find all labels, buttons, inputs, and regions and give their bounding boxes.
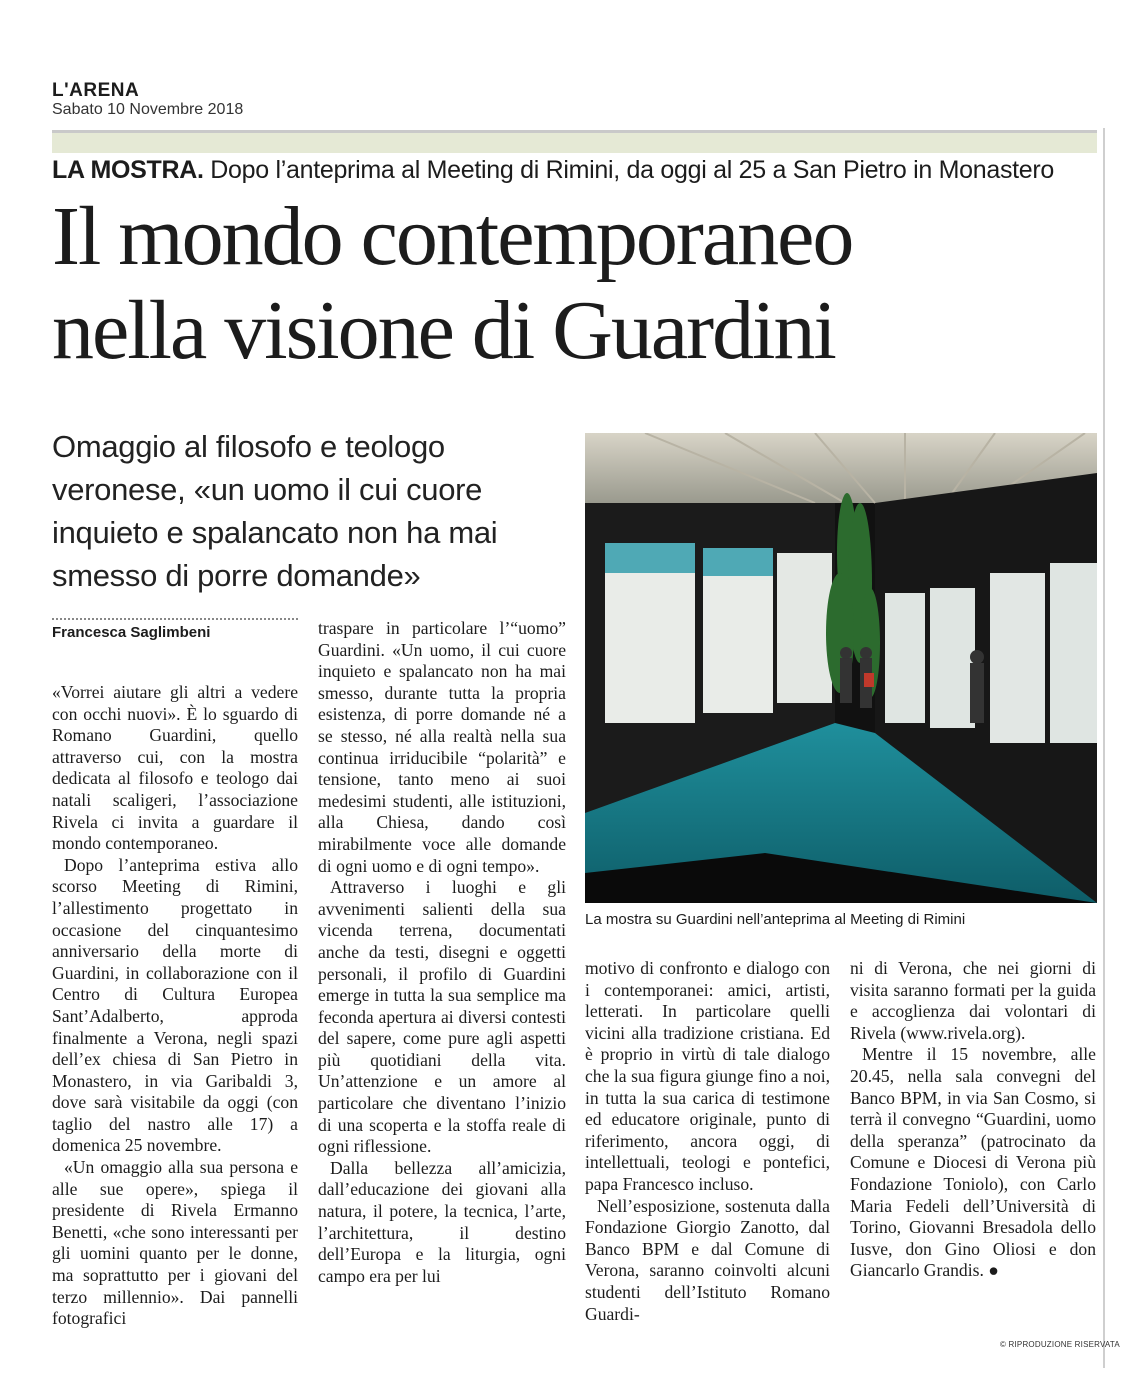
newspaper-name: L'ARENA xyxy=(52,80,140,101)
paragraph: ni di Verona, che nei giorni di visita saranno formati per la guida e accoglienza dai volontari di Rivela (www.rivela.org). xyxy=(850,958,1096,1043)
kicker-label: LA MOSTRA. xyxy=(52,156,204,184)
kicker-text: Dopo l’anteprima al Meeting di Rimini, da oggi al 25 a San Pietro in Monastero xyxy=(210,156,1055,184)
paragraph: Attraverso i luoghi e gli avvenimenti salienti della sua vicenda terrena, documentati anche da testi, disegni e oggetti personali, il profilo di Guardini emerge in tutta la sua semplice ma feconda apertura ai diversi contesti del sapere, come pure agli aspetti più quotidiani della vita. Un’attenzione e un amore al particolare che diventano l’inizio di una scoperta e la stoffa reale di ogni riflessione. xyxy=(318,877,566,1157)
article-column-4 xyxy=(850,958,1096,1282)
paragraph: Dopo l’anteprima estiva allo scorso Meeting di Rimini, l’allestimento progettato in occasione del cinquantesimo anniversario della morte di Guardini, in collaborazione con il Centro di Cultura Europea Sant’Adalberto, approda finalmente a Verona, negli spazi dell’ex chiesa di San Pietro in Monastero, in via Garibaldi 3, dove sarà visitabile da oggi (con taglio del nastro alle 17) a domenica 25 novembre. xyxy=(52,854,298,1156)
article-column-3 xyxy=(585,958,830,1325)
exhibition-hall-illustration xyxy=(585,433,1097,903)
subheadline: Omaggio al filosofo e teologo veronese, «un uomo il cui cuore inquieto e spalancato non ha mai smesso di porre domande» xyxy=(52,429,498,593)
kicker xyxy=(52,156,1102,185)
column-divider xyxy=(1103,128,1105,1368)
paragraph: Nell’esposizione, sostenuta dalla Fondazione Giorgio Zanotto, dal Banco BPM e dal Comune di Verona, saranno coinvolti alcuni studenti dell’Istituto Romano Guardi- xyxy=(585,1195,830,1324)
photo-caption: La mostra su Guardini nell’anteprima al Meeting di Rimini xyxy=(585,911,966,928)
copyright-notice: © RIPRODUZIONE RISERVATA xyxy=(1000,1340,1120,1349)
paragraph: traspare in particolare l’“uomo” Guardini. «Un uomo, il cui cuore inquieto e spalancato non ha mai smesso, durante tutta la propria esistenza, di porre domande né a se stesso, né alla realtà nella sua continua irriducibile “polarità” e tensione, tanto meno ai suoi medesimi studenti, alle istituzioni, alla Chiesa, dando così mirabilmente voce alle domande di ogni uomo e di ogni tempo». xyxy=(318,618,566,876)
article-column-1 xyxy=(52,682,298,1330)
headline xyxy=(52,190,1102,378)
byline: Francesca Saglimbeni xyxy=(52,624,211,641)
headline-line-2: nella visione di Guardini xyxy=(52,284,835,377)
paragraph: «Un omaggio alla sua persona e alle sue opere», spiega il presidente di Rivela Ermanno Benetti, «che sono interessanti per gli uomini quanto per le donne, ma soprattutto per i giovani del terzo millennio». Dai pannelli fotografici xyxy=(52,1157,298,1329)
paragraph: motivo di confronto e dialogo con i contemporanei: amici, artisti, letterati. In particolare quelli vicini alla tradizione cristiana. Ed è proprio in virtù di tale dialogo che la sua figura giunge fino a noi, in tutta la sua carica di testimone ed educatore originale, punto di riferimento, ancora oggi, di intellettuali, teologi e pontefici, papa Francesco incluso. xyxy=(585,958,830,1194)
headline-line-1: Il mondo contemporaneo xyxy=(52,190,853,283)
paragraph: Mentre il 15 novembre, alle 20.45, nella sala convegni del Banco BPM, in via San Cosmo, si terrà il convegno “Guardini, uomo della speranza” (patrocinato da Comune e Diocesi di Verona più Fondazione Toniolo), con Carlo Maria Fedeli dell’Università di Torino, Giovanni Bresadola dello Iusve, don Gino Oliosi e don Giancarlo Grandis. ● xyxy=(850,1044,1096,1281)
top-band xyxy=(52,133,1097,153)
paragraph: «Vorrei aiutare gli altri a vedere con occhi nuovi». È lo sguardo di Romano Guardini, quello attraverso cui, con la mostra dedicata al filosofo e teologo dai natali scaligeri, l’associazione Rivela ci invita a guardare il mondo contemporaneo. xyxy=(52,682,298,854)
publication-date: Sabato 10 Novembre 2018 xyxy=(52,101,244,118)
byline-rule xyxy=(52,618,298,620)
exhibition-photo xyxy=(585,433,1097,903)
paragraph: Dalla bellezza all’amicizia, dall’educazione dei giovani alla natura, il potere, la tecnica, l’arte, l’architettura, il destino dell’Europa e la liturgia, ogni campo era per lui xyxy=(318,1157,566,1286)
article-column-2 xyxy=(318,618,566,1287)
